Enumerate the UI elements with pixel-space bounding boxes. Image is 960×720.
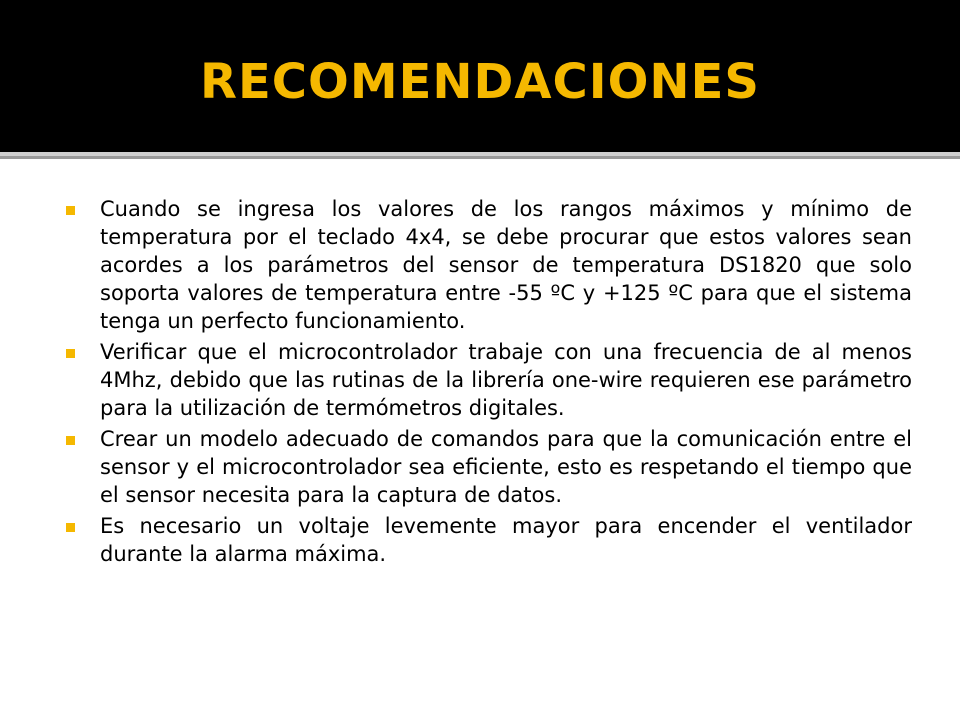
title-bar (0, 0, 960, 152)
bullet-text: Es necesario un voltaje levemente mayor para encender el ventilador durante la alarma máxima. (100, 514, 912, 566)
title-divider-dark (0, 156, 960, 159)
bullet-item (66, 512, 912, 568)
bullet-item (66, 338, 912, 422)
square-bullet-icon (66, 349, 75, 358)
bullet-text: Verificar que el microcontrolador trabaje con una frecuencia de al menos 4Mhz, debido que las rutinas de la librería one-wire requieren ese parámetro para la utilización de termómetros digitales. (100, 340, 912, 420)
square-bullet-icon (66, 206, 75, 215)
bullet-list (66, 195, 912, 571)
bullet-text: Crear un modelo adecuado de comandos para que la comunicación entre el sensor y el microcontrolador sea eficiente, esto es respetando el tiempo que el sensor necesita para la captura de datos. (100, 427, 912, 507)
square-bullet-icon (66, 523, 75, 532)
bullet-item (66, 195, 912, 335)
slide-title: RECOMENDACIONES (200, 54, 760, 110)
bullet-item (66, 425, 912, 509)
bullet-text: Cuando se ingresa los valores de los rangos máximos y mínimo de temperatura por el teclado 4x4, se debe procurar que estos valores sean acordes a los parámetros del sensor de temperatura DS1820 que solo soporta valores de temperatura entre -55 ºC y +125 ºC para que el sistema tenga un perfecto funcionamiento. (100, 197, 912, 333)
square-bullet-icon (66, 436, 75, 445)
